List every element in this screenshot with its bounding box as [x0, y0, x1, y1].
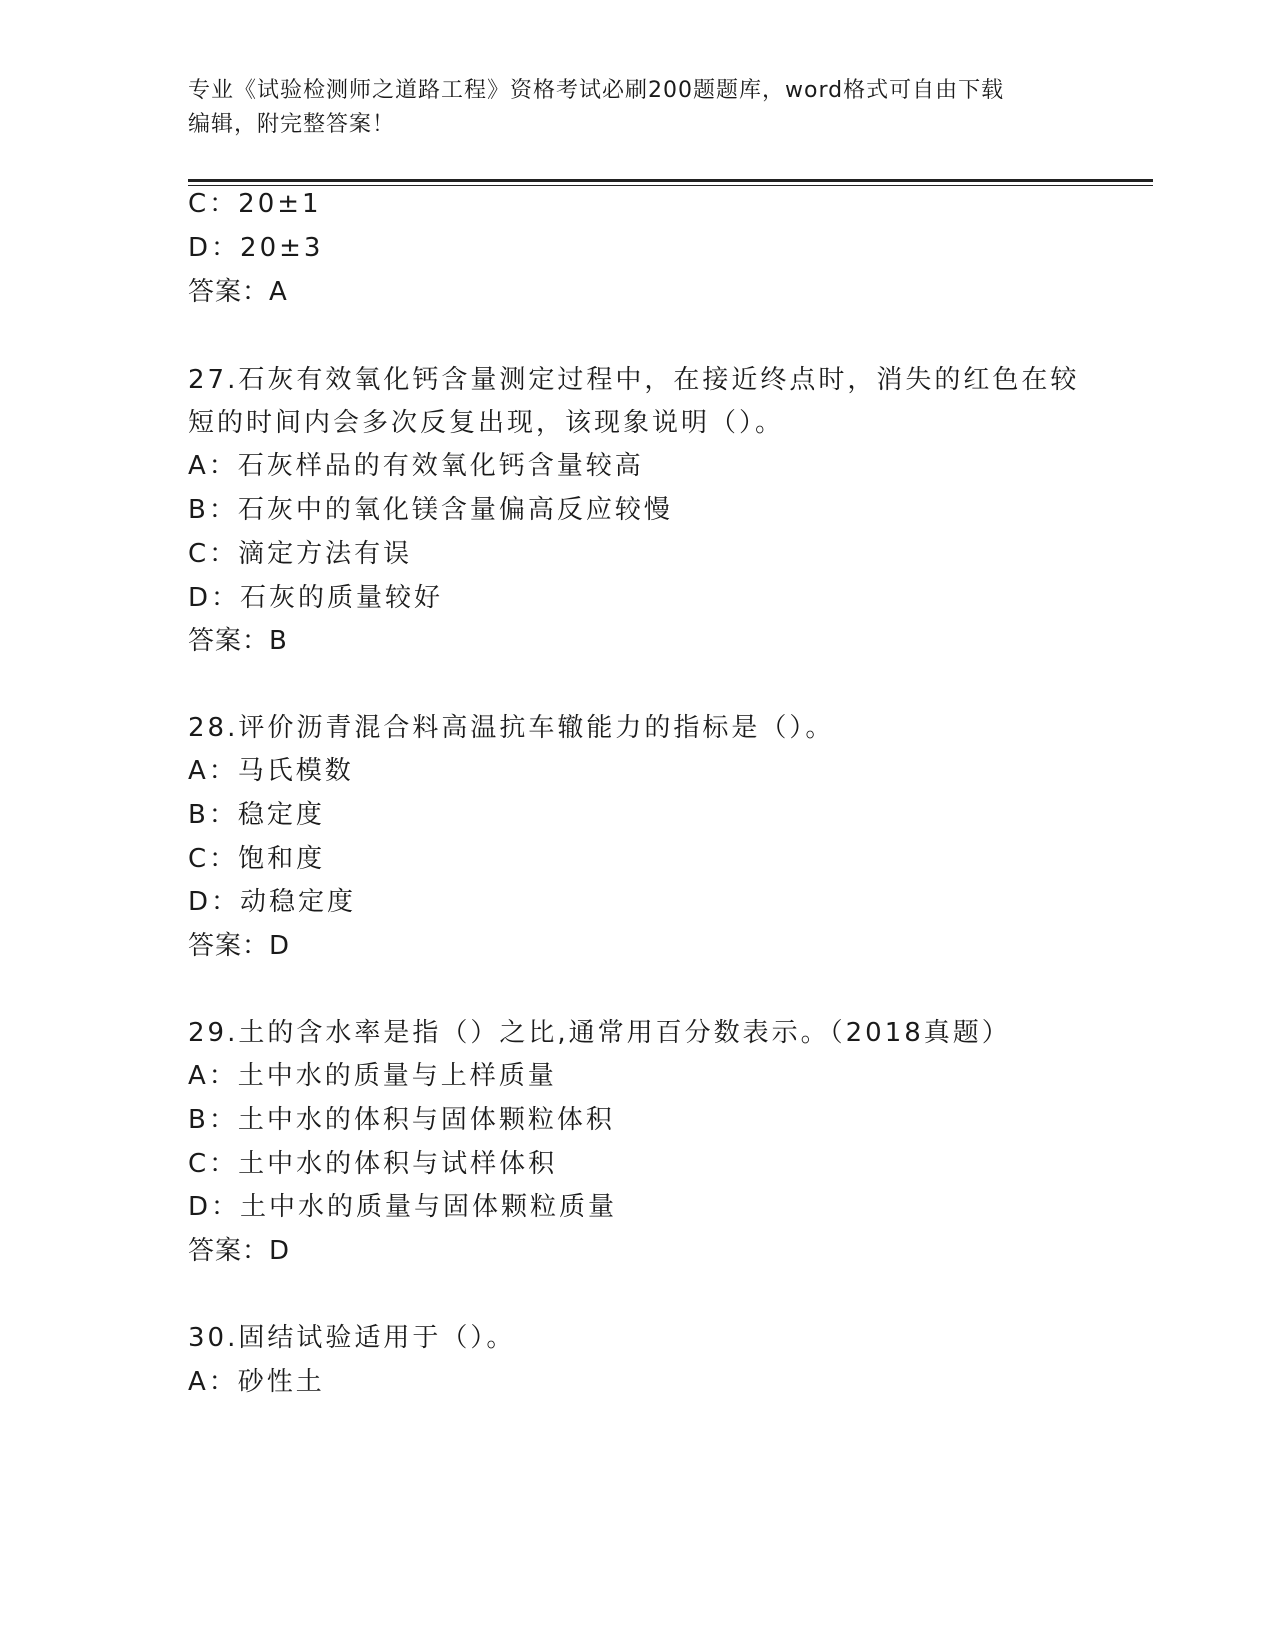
- header-divider-thin: [188, 185, 1153, 186]
- q29-option-a: A：土中水的质量与上样质量: [188, 1061, 557, 1091]
- q27-answer: 答案：B: [188, 626, 288, 656]
- q27-option-d: D：石灰的质量较好: [188, 583, 444, 613]
- q26-answer: 答案：A: [188, 277, 288, 307]
- q28-option-b: B：稳定度: [188, 800, 325, 830]
- q27-option-a: A：石灰样品的有效氧化钙含量较高: [188, 451, 644, 481]
- header-title-line-1: 专业《试验检测师之道路工程》资格考试必刷200题题库，word格式可自由下载: [188, 78, 1005, 103]
- q30-option-a: A：砂性土: [188, 1367, 325, 1397]
- q28-stem: 28.评价沥青混合料高温抗车辙能力的指标是（）。: [188, 713, 835, 743]
- header-title-line-2: 编辑，附完整答案！: [188, 112, 396, 137]
- q29-option-c: C：土中水的体积与试样体积: [188, 1149, 558, 1179]
- q27-option-c: C：滴定方法有误: [188, 539, 413, 569]
- q26-option-d: D：20±3: [188, 233, 324, 263]
- q27-stem-line-1: 27.石灰有效氧化钙含量测定过程中，在接近终点时，消失的红色在较: [188, 365, 1080, 395]
- q28-option-c: C：饱和度: [188, 844, 326, 874]
- q28-option-d: D：动稳定度: [188, 887, 357, 917]
- q29-answer: 答案：D: [188, 1236, 291, 1266]
- q29-stem: 29.土的含水率是指（）之比,通常用百分数表示。（2018真题）: [188, 1018, 1011, 1048]
- header-divider-thick: [188, 179, 1153, 182]
- q28-option-a: A：马氏模数: [188, 756, 354, 786]
- q26-option-c: C：20±1: [188, 189, 322, 219]
- q27-option-b: B：石灰中的氧化镁含量偏高反应较慢: [188, 495, 673, 525]
- q29-option-d: D：土中水的质量与固体颗粒质量: [188, 1192, 618, 1222]
- q27-stem-line-2: 短的时间内会多次反复出现，该现象说明（）。: [188, 408, 785, 438]
- document-header: [188, 74, 1088, 142]
- q30-stem: 30.固结试验适用于（）。: [188, 1323, 516, 1353]
- q29-option-b: B：土中水的体积与固体颗粒体积: [188, 1105, 615, 1135]
- q28-answer: 答案：D: [188, 931, 291, 961]
